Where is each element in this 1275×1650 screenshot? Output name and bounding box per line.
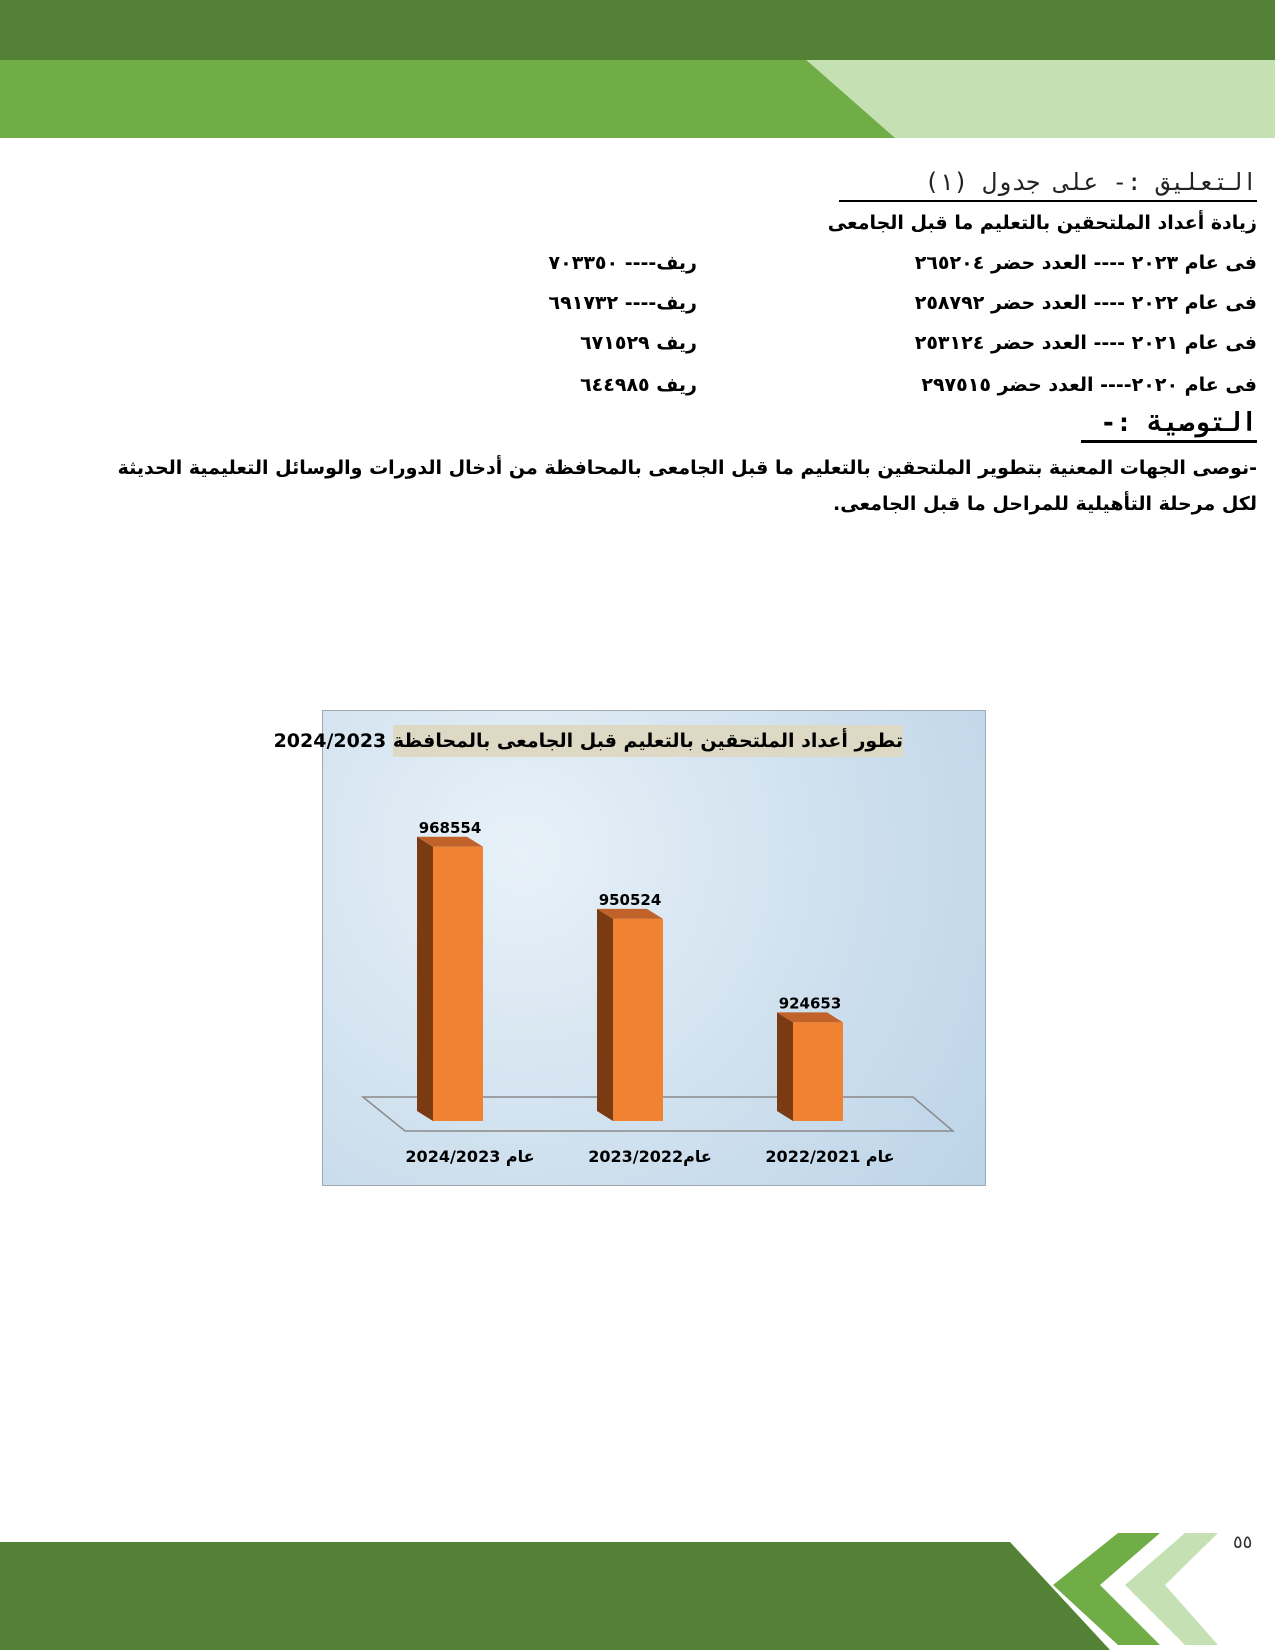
urban-count: فى عام ٢٠٢٣ ---- العدد حضر ٢٦٥٢٠٤ [914, 252, 1257, 274]
chart-canvas [323, 711, 985, 1185]
category-label: عام2023/2022 [588, 1147, 712, 1166]
stat-row [77, 252, 1257, 284]
bar-side [597, 909, 613, 1121]
comment-subtitle: زيادة أعداد الملتحقين بالتعليم ما قبل الجامعى [827, 212, 1257, 234]
category-label: عام 2022/2021 [765, 1147, 895, 1166]
urban-count: فى عام ٢٠٢١ ---- العدد حضر ٢٥٣١٢٤ [914, 332, 1257, 354]
data-label: 950524 [598, 890, 662, 909]
recommendation-heading-underline [1081, 440, 1257, 443]
rural-count: ريف---- ٦٩١٧٣٢ [548, 292, 697, 314]
chart-title: تطور أعداد الملتحقين بالتعليم قبل الجامعى بالمحافظة 2024/2023 [393, 725, 903, 757]
recommendation-text: -نوصى الجهات المعنية بتطوير الملتحقين بالتعليم ما قبل الجامعى بالمحافظة من أدخال الدورات والوسائل التعليمية الحديثة لكل مرحلة التأهيلية للمراحل ما قبل الجامعى. [117, 457, 1257, 515]
rural-count: ريف---- ٧٠٣٣٥٠ [548, 252, 697, 274]
data-label: 924653 [778, 994, 842, 1013]
rural-count: ريف ٦٧١٥٢٩ [580, 332, 697, 354]
category-label: عام 2024/2023 [405, 1147, 535, 1166]
header-banner [0, 0, 1275, 140]
bar [433, 847, 483, 1121]
page-number: ٥٥ [1233, 1532, 1253, 1553]
data-label: 968554 [418, 818, 482, 837]
bar [613, 919, 663, 1121]
bar [793, 1022, 843, 1121]
urban-count: فى عام ٢٠٢٢ ---- العدد حضر ٢٥٨٧٩٢ [914, 292, 1257, 314]
bar-side [777, 1012, 793, 1121]
comment-heading-underline [839, 200, 1257, 202]
stat-row [77, 292, 1257, 324]
recommendation-heading-text: التوصية :- [1100, 408, 1257, 438]
comment-heading [837, 168, 1257, 196]
stat-row [77, 332, 1257, 364]
stat-row [77, 374, 1257, 406]
recommendation-heading [1100, 408, 1257, 438]
enrollment-chart [273, 710, 986, 1186]
comment-heading-text: التعليق :- على جدول (١) [924, 168, 1257, 196]
urban-count: فى عام ٢٠٢٠---- العدد حضر ٢٩٧٥١٥ [921, 374, 1257, 396]
rural-count: ريف ٦٤٤٩٨٥ [580, 374, 697, 396]
bar-side [417, 837, 433, 1121]
footer-banner [0, 1530, 1275, 1650]
